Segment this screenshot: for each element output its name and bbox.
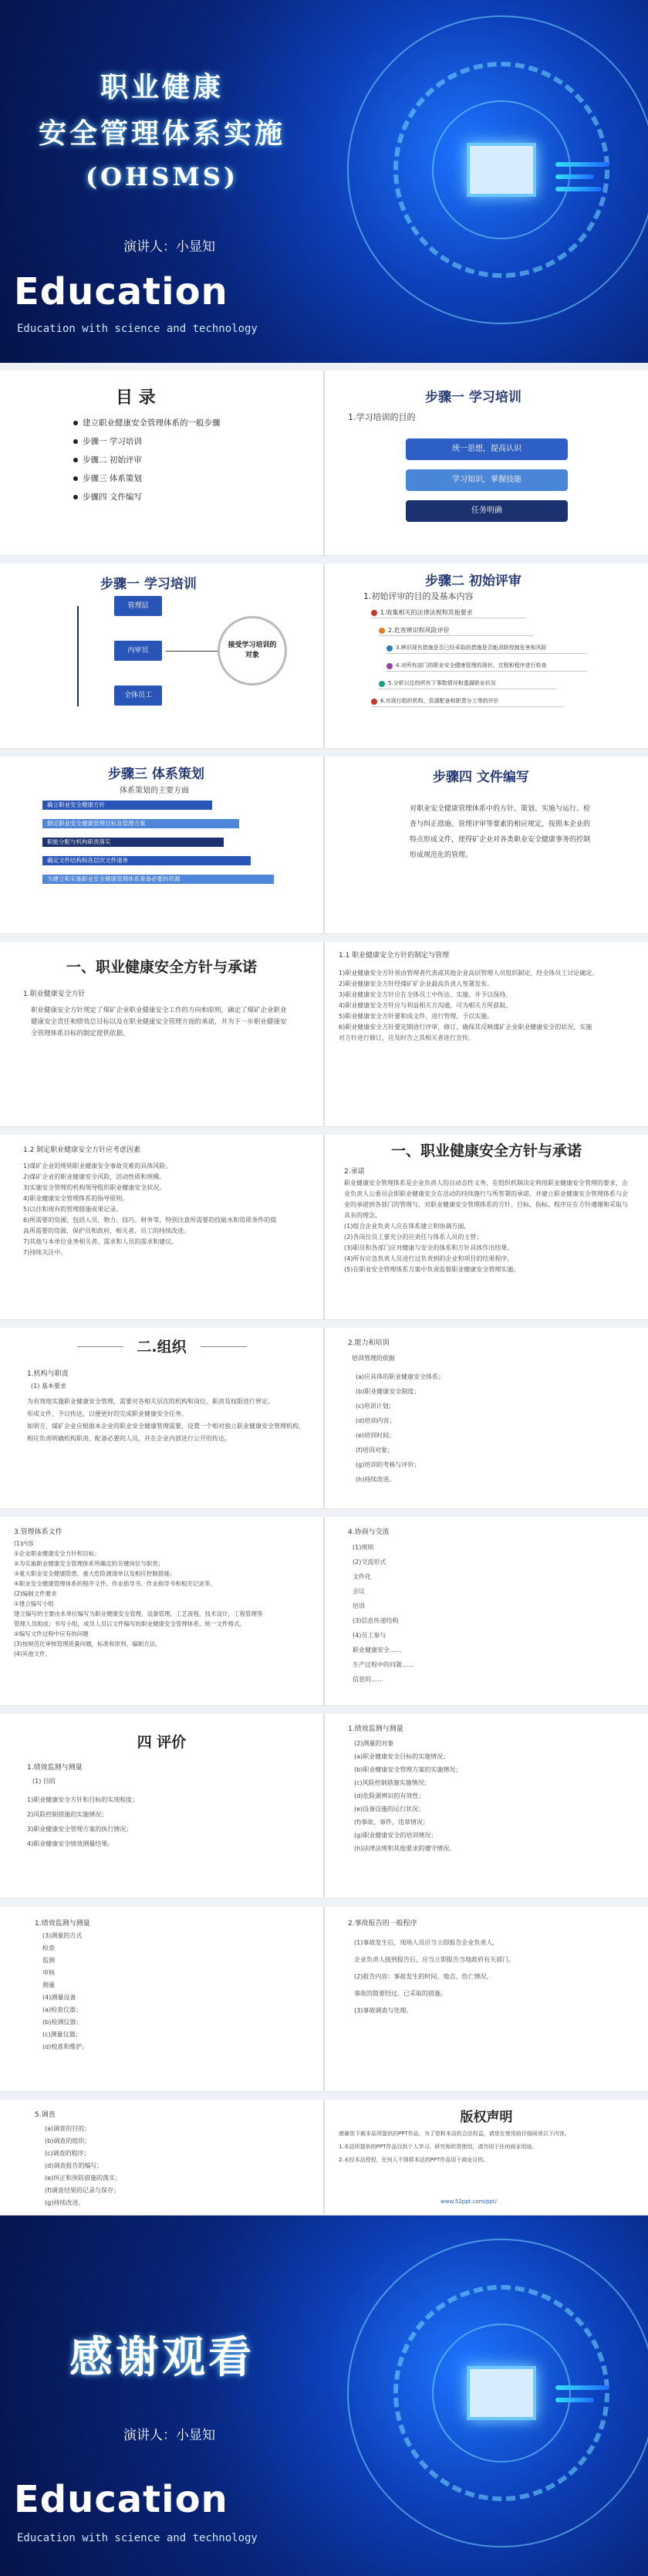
step2-heading: 步骤二 初始评审 [425,574,521,589]
plan-item: 职能分配与机构职责落实 [42,838,224,847]
factors-text: 1)煤矿企业的规则职业健康安全事故灾难的具体风险。 2)煤矿企业的职业健康安全风险，活动性质和规模。 3)实施安全管理的机构领导组织职业健康安全状况。 4)职业健康安全管理体系的指导原则。 5)以往和现有的管理措施成果记录。 6)所需要的资源，包括人员、物力、技巧、财务等，特别注意所需要的技能水和资质条件的提 高所需要的资源，保护员和政府，相关者、员工的持续改进。 7)其他与本单位业务相关者、需求和人员的需求和建议。 7)持续关注中。 [23,1163,277,1256]
step1-slide [325,371,648,556]
plan-item: 为建立和实施职业安全健康管理体系准备必要的资源 [42,875,274,884]
accident-section: 2.事故报告的一般程序 [348,1920,417,1928]
step1b-heading: 步骤一 学习培训 [100,577,197,592]
measurement-section: 1.绩效监测与测量 [348,1725,403,1733]
bullet-dot [386,645,393,652]
training-section: 2.能力和培训 [348,1339,390,1347]
evaluation-slide [0,1714,323,1899]
accident-report-slide [325,1907,648,2092]
methods-text: (3)测量的方式 检查 监测 审核 测量 (4)测量设备 (a)检查仪器； (b)检测仪器； (c)测量仪器； (d)校准和维护。 [42,1932,89,2050]
commitment-section: 2.承诺 [344,1168,365,1176]
toc-list [73,417,221,509]
cover-slide [0,0,648,363]
investigation-text: (a)调查的目的； (b)调查的组织； (c)调查的程序； (d)调查报告的编写； (e)纠正和预防措施的落实； (f)调查结果的记录与保存； (g)持续改进。 [45,2125,122,2206]
evaluation-section: 1.绩效监测与测量 [27,1764,83,1772]
bullet-dot [386,663,393,669]
policy-title: 一、职业健康安全方针与承诺 [66,959,257,976]
step2-item: 5.分析以往的所有下事数情况和遗漏职业状况 [388,680,496,686]
investigation-section: 5.调查 [35,2111,56,2119]
step2-item: 2.危害辨识和风险评价 [388,627,450,634]
cover-title-line1: 职业健康 [100,71,224,103]
organization-section: 1.机构与职责 [27,1370,69,1378]
cover-title-line2: 安全管理体系实施 [38,117,285,150]
toc-slide [0,371,323,556]
divider [0,363,648,371]
organization-title: 二.组织 [137,1339,187,1356]
divider [0,556,648,564]
cover-speaker: 演讲人：小显知 [123,239,215,255]
evaluation-title: 四 评价 [137,1734,187,1751]
ending-slide [0,2215,648,2576]
measurement-text: (2)测量的对象 (a)职业健康安全目标的实施情况； (b)职业健康安全管理方案的实施情况； (c)风险控制措施实施情况； (d)危险源辨识的有效性； (e)设备设施的运行状况； (f)事故，事件，违章情况； (g)职业健康安全的培训情况； (h)法律法规和其他要求的遵守情况。 [354,1740,462,1852]
ending-title: 感谢观看 [69,2332,255,2383]
evaluation-text: 1)职业健康安全方针和目标的实现程度； 2)风险控制措施的实施情况； 3)职业健康安全管理方案的执行情况； 4)职业健康安全绩效测量结果。 [27,1796,139,1847]
audience-box: 全体员工 [114,685,162,706]
step1-pill: 学习知识，掌握技能 [406,469,568,491]
step1-audience-slide [0,564,323,749]
methods-section: 1.绩效监测与测量 [35,1920,90,1928]
investigation-slide [0,2100,323,2215]
consultation-section: 4.协商与交流 [348,1528,390,1536]
step4-heading: 步骤四 文件编写 [433,770,529,785]
hud-bar [555,174,594,179]
plan-item: 确定文件结构和各层次文件清单 [42,856,251,865]
commitment-title: 一、职业健康安全方针与承诺 [390,1142,582,1159]
organization-text: 为有效地实施职业健康安全管理，需要对各相关层次的机构和岗位、职责及权限进行界定。 形成文件，予以传达，以便更好的完成职业健康安全任务。 如明方，煤矿企业应根据本企业的职业安全健康管理需要，设置一个相对独立职业健康安全管理机构， 相应负责明确机构职责、配备必要的人员，并在企业内部进行公开的传达。 [27,1398,305,1442]
step-line [386,671,587,672]
step2-item: 6.对现行组织机构、资源配备和职责分工等的评价 [380,698,499,704]
toc-item[interactable]: 步骤二 初始评审 [73,454,221,472]
consultation-slide [325,1517,648,1706]
bullet-dot [371,699,377,705]
divider [0,749,648,757]
step-line [371,706,564,707]
plan-item: 制定职业安全健康管理目标及管理方案 [42,819,239,828]
step4-body: 对职业安全健康管理体系中的方针、策划、实施与运行、检查与纠正措施、管理评审等要素的相应规定，按照本企业的特点形成文件，使得矿企业对各类职业安全健康事务的控制形成规范化的管理。 [410,805,591,859]
measurement-slide [325,1714,648,1899]
toc-item[interactable]: 步骤一 学习培训 [73,435,221,454]
document-hologram-icon [467,2366,536,2420]
divider [0,934,648,942]
cover-title-line3: (OHSMS) [85,162,239,191]
step1-pill: 任务明确 [406,500,568,522]
consultation-text: (1)规则 (2)交流形式 文件化 会议 培训 (3)信息传递结构 (4)员工参与 职业健康安全…… 生产过程中的问题…… 信息的…… [353,1544,414,1683]
step1-subtitle: 1.学习培训的目的 [348,412,416,422]
organization-slide [0,1328,323,1509]
step2-subtitle: 1.初始评审的目的及基本内容 [363,591,474,601]
step2-item: 3.辨识现有措施是否已经采取的措施是否能消除控制危害和风险 [396,645,547,651]
factors-slide [0,1135,323,1320]
policy-management-section: 1.1 职业健康安全方针的制定与管理 [339,952,450,960]
copyright-title: 版权声明 [460,2110,513,2125]
step2-slide [325,564,648,749]
step2-item: 4.对所有部门的职业安全健康管理的现状、过程和程序进行检查 [396,662,547,669]
divider [0,1706,648,1714]
step1-pill: 统一思想，提高认识 [406,438,568,460]
copyright-url[interactable]: www.52ppt.com/ppt/ [440,2199,497,2205]
step4-slide [325,757,648,934]
step2-item: 1.收集相关的法律法规和其他要求 [380,609,473,616]
step-line [379,635,533,636]
bullet-dot [379,628,385,634]
bracket-line [77,606,79,706]
step1-heading: 步骤一 学习培训 [425,390,521,405]
hud-bar [555,2398,594,2402]
copyright-slide [325,2100,648,2215]
step3-slide [0,757,323,934]
evaluation-sub: (1) 目的 [32,1778,56,1785]
step3-subtitle: 体系策划的主要方面 [120,787,189,795]
toc-title: 目 录 [116,388,156,408]
documents-section: 3.管理体系文件 [14,1528,62,1536]
toc-item[interactable]: 步骤三 体系策划 [73,472,221,491]
accident-text: (1)事故发生后，现场人员应当立即报告企业负责人， 企业负责人接到报告后，应当立即报告当地政府有关部门。 (2)报告内容：事故发生的时间、地点、伤亡情况、 事故的简要经过、已采取的措施。 (3)事故调查与处理。 [354,1939,515,2014]
factors-section: 1.2 制定职业健康安全方针应考虑因素 [23,1146,141,1154]
policy-slide [0,942,323,1127]
measurement-methods-slide [0,1907,323,2092]
title-rule [201,1346,247,1347]
bullet-dot [379,681,385,687]
training-text: (a)应具体的职业健康安全体系； (b)职业健康安全制度； (c)培训计划； (d)培训内容； (e)培训时间； (f)培训对象； (g)培训的考核与评价； (h)持续改进。 [356,1373,445,1483]
plan-item: 确立职业安全健康方针 [42,801,212,810]
step-line [386,653,587,654]
copyright-text: 感谢您下载本站所提供的PPT作品，为了您和本站的合法权益，请您在使用前仔细阅读以下内容。 1.本站所提供的PPT作品仅供个人学习、研究和欣赏使用，请勿用于任何商业用途。 2.未经本站授权，任何人不得将本站的PPT作品用于商业目的。 [339,2131,570,2163]
documents-slide [0,1517,323,1706]
policy-section: 1.职业健康安全方针 [23,990,86,998]
audience-box: 管理层 [114,596,162,616]
hud-bar [555,2385,609,2390]
bullet-dot [371,610,377,616]
ending-education: Education [14,2478,228,2521]
title-rule [77,1346,123,1347]
ending-speaker: 演讲人：小显知 [123,2428,215,2443]
training-sub: 培训管理的依据 [352,1355,395,1362]
policy-text: 职业健康安全方针规定了煤矿企业职业健康安全工作的方向和原则，确定了煤矿企业职业 健康安全责任和绩效总目标以及在职业健康安全管理方面的承诺，并为下一步职业健康安 全管理体系目标的制定提供依据。 [31,1007,287,1038]
document-hologram-icon [467,143,536,197]
center-label: 接受学习培训的对象 [228,641,277,659]
connector [166,651,220,652]
commitment-slide [325,1135,648,1320]
toc-item[interactable]: 步骤四 文件编写 [73,491,221,509]
policy-management-text: 1)职业健康安全方针须由管理者代表或其他企业高层管理人员组织制定，经全体员工讨论确定。 2)职业健康安全方针经煤矿矿企业最高负责人签署发布。 3)职业健康安全方针应在全体员工中传达、实施、并予以保持。 4)职业健康安全方针应与利益相关方沟通，可为相关方所获取。 5)职业健康安全方针要和成文件，进行管理，予以实施。 6)职业健康安全方针要定期进行评审，修订，确保其反映煤矿企业职业健康安全的状况，实施 对方针进行修订，应及时告之其相关者进行宣传。 [339,970,599,1041]
divider [0,1899,648,1907]
cover-education: Education [14,270,228,313]
step3-heading: 步骤三 体系策划 [108,767,204,782]
hud-bar [555,187,602,191]
commitment-text: 职业健康安全管理体系是企业负责人的自动态性义务，在组织机制决定利用职业健康安全管理的要求，企业负责人公委员会即职业健康安全在活动的持续施行与所签署的承诺，并建立职业健康安全管理体系与企业的承诺到各部门的管理与，对职业健康安全管理体系的方针、目标、指标、程序应在方针遵循和采取与具有的理念。 (1)组合企业负责人应在体系建立和协调方面， (2)各岗位员工要充分的应责任与体系人员的主管； (3)职员和各部门应对健康与安全的体系和方针具体作出结果。 (4)所有应急负责人员进行过负责到的企业和项目的结果程序， (5)在职业安全管理体系方案中负责监督职业健康安全管理实施。 [344,1180,628,1273]
cover-education-sub: Education with science and technology [17,323,258,335]
hud-bar [555,162,609,167]
divider [0,1127,648,1135]
divider [0,1509,648,1517]
audience-box: 内审员 [114,641,162,661]
divider [0,2092,648,2100]
divider [0,1320,648,1328]
toc-item[interactable]: 建立职业健康安全管理体系的一般步骤 [73,417,221,435]
policy-management-slide [325,942,648,1127]
documents-text: (1)内容 ①企业职业健康安全方针和目标； ②为实施职业健康安全管理体系所确定的关键岗位与职责； ③重大职业安全健康隐患、重大危险源清单以及相应控制措施； ④职业安全健康管理体系的程序文件、作业指导书、作业指导书和相关记录等。 (2)编制文件要求 ①建立编写小组 建立编写的主要由本单位编写为职业健康安全管理，设备管理，工艺流程，技术设计，工程管理等 管理人员组成；书写小组，成员人员以文件编写的职业健康安全管理体系，统一文件格式。 ②编写文件过程中应有的问题 (3)按规范化审核管理质量问题，标准和原则，编制方法。 (4)其他文件。 [14,1540,263,1657]
training-slide [325,1328,648,1509]
organization-sub: (1) 基本要求 [31,1383,66,1390]
ending-education-sub: Education with science and technology [17,2532,258,2544]
